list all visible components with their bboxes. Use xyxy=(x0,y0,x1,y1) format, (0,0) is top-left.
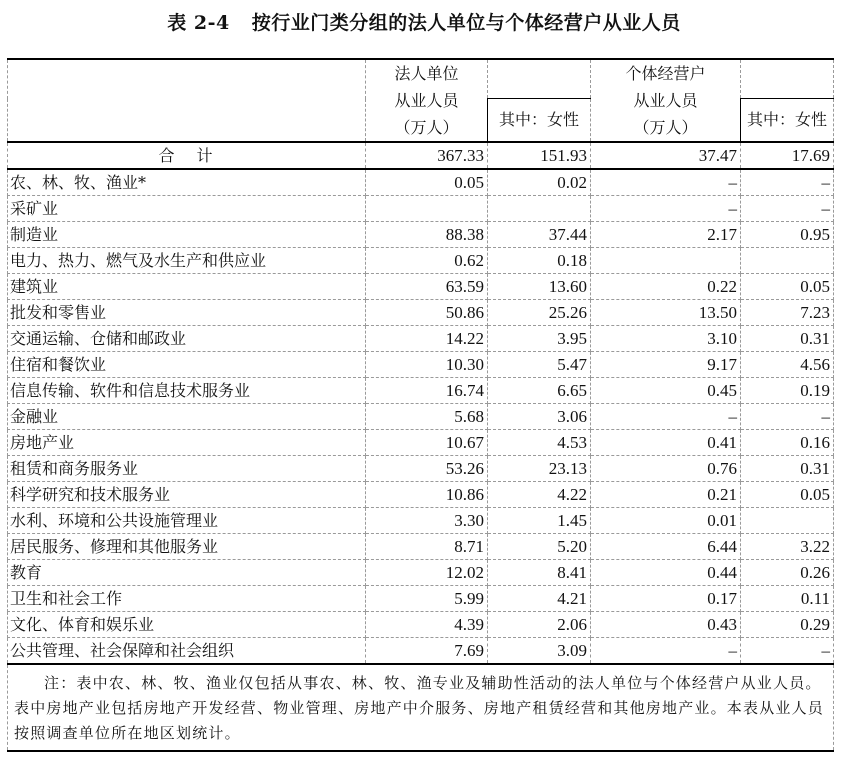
industry-label: 交通运输、仓储和邮政业 xyxy=(8,326,366,352)
cell-legal-female: 5.20 xyxy=(488,534,591,560)
cell-individual: – xyxy=(591,404,741,430)
cell-legal-female: 5.47 xyxy=(488,352,591,378)
cell-individual-female: 7.23 xyxy=(741,300,834,326)
cell-individual-female: 0.29 xyxy=(741,612,834,638)
industry-label: 住宿和餐饮业 xyxy=(8,352,366,378)
industry-label: 文化、体育和娱乐业 xyxy=(8,612,366,638)
cell-legal: 10.30 xyxy=(366,352,488,378)
cell-individual xyxy=(591,248,741,274)
cell-legal-female: 0.18 xyxy=(488,248,591,274)
cell-individual: 0.01 xyxy=(591,508,741,534)
cell-legal-female: 1.45 xyxy=(488,508,591,534)
cell-individual: 3.10 xyxy=(591,326,741,352)
cell-legal: 50.86 xyxy=(366,300,488,326)
cell-individual: 9.17 xyxy=(591,352,741,378)
cell-legal-female: 4.21 xyxy=(488,586,591,612)
cell-individual-female xyxy=(741,508,834,534)
cell-individual-female: 0.26 xyxy=(741,560,834,586)
table-row xyxy=(8,404,834,430)
total-individual-female: 17.69 xyxy=(741,142,834,169)
industry-label: 卫生和社会工作 xyxy=(8,586,366,612)
cell-individual-female: 4.56 xyxy=(741,352,834,378)
cell-legal-female: 37.44 xyxy=(488,222,591,248)
cell-legal-female: 2.06 xyxy=(488,612,591,638)
cell-legal: 88.38 xyxy=(366,222,488,248)
cell-legal: 8.71 xyxy=(366,534,488,560)
table-row xyxy=(8,326,834,352)
cell-legal-female: 4.53 xyxy=(488,430,591,456)
header-individual-female-top xyxy=(741,59,834,99)
cell-individual: 0.76 xyxy=(591,456,741,482)
header-legal-female-top xyxy=(488,59,591,99)
cell-individual-female: 0.11 xyxy=(741,586,834,612)
table-row xyxy=(8,482,834,508)
table-row xyxy=(8,222,834,248)
table-row xyxy=(8,612,834,638)
total-legal-female: 151.93 xyxy=(488,142,591,169)
header-industry xyxy=(8,59,366,142)
cell-individual: 0.41 xyxy=(591,430,741,456)
cell-legal-female: 13.60 xyxy=(488,274,591,300)
header-individual-employees xyxy=(591,59,741,142)
cell-individual-female: – xyxy=(741,638,834,665)
industry-label: 教育 xyxy=(8,560,366,586)
cell-legal-female xyxy=(488,196,591,222)
table-body xyxy=(8,142,834,664)
cell-individual: 0.45 xyxy=(591,378,741,404)
cell-legal xyxy=(366,196,488,222)
cell-individual: 0.22 xyxy=(591,274,741,300)
industry-label: 制造业 xyxy=(8,222,366,248)
total-individual: 37.47 xyxy=(591,142,741,169)
cell-individual: – xyxy=(591,169,741,196)
table-row xyxy=(8,456,834,482)
cell-individual-female xyxy=(741,248,834,274)
table-title-text: 按行业门类分组的法人单位与个体经营户从业人员 xyxy=(251,12,681,34)
industry-label: 公共管理、社会保障和社会组织 xyxy=(8,638,366,665)
cell-legal: 5.68 xyxy=(366,404,488,430)
header-legal-employees xyxy=(366,59,488,142)
cell-legal: 14.22 xyxy=(366,326,488,352)
industry-label: 采矿业 xyxy=(8,196,366,222)
cell-individual-female: 0.31 xyxy=(741,326,834,352)
table-number: 表 2-4 xyxy=(167,12,230,34)
cell-individual-female: 3.22 xyxy=(741,534,834,560)
cell-legal-female: 3.09 xyxy=(488,638,591,665)
cell-legal-female: 0.02 xyxy=(488,169,591,196)
industry-label: 建筑业 xyxy=(8,274,366,300)
table-row xyxy=(8,508,834,534)
industry-label: 金融业 xyxy=(8,404,366,430)
cell-individual: – xyxy=(591,196,741,222)
cell-individual-female: – xyxy=(741,196,834,222)
cell-legal: 7.69 xyxy=(366,638,488,665)
cell-individual: 0.21 xyxy=(591,482,741,508)
table-row xyxy=(8,300,834,326)
cell-individual-female: 0.05 xyxy=(741,482,834,508)
industry-label: 水利、环境和公共设施管理业 xyxy=(8,508,366,534)
table-row xyxy=(8,196,834,222)
table-row xyxy=(8,169,834,196)
cell-legal-female: 8.41 xyxy=(488,560,591,586)
cell-legal: 0.05 xyxy=(366,169,488,196)
industry-label: 批发和零售业 xyxy=(8,300,366,326)
table-row xyxy=(8,638,834,665)
header-legal-female: 其中：女性 xyxy=(488,99,591,143)
cell-legal: 63.59 xyxy=(366,274,488,300)
header-individual-line2: 从业人员 xyxy=(633,91,698,110)
cell-legal: 0.62 xyxy=(366,248,488,274)
table-row xyxy=(8,534,834,560)
total-label: 合计 xyxy=(8,142,366,169)
cell-individual-female: 0.16 xyxy=(741,430,834,456)
cell-legal: 3.30 xyxy=(366,508,488,534)
table-row xyxy=(8,352,834,378)
industry-label: 租赁和商务服务业 xyxy=(8,456,366,482)
table-row xyxy=(8,248,834,274)
industry-label: 房地产业 xyxy=(8,430,366,456)
header-individual-line1: 个体经营户 xyxy=(625,64,706,83)
cell-individual-female: 0.19 xyxy=(741,378,834,404)
cell-individual-female: – xyxy=(741,404,834,430)
header-legal-line1: 法人单位 xyxy=(394,64,459,83)
cell-individual-female: 0.95 xyxy=(741,222,834,248)
table-note: 注：表中农、林、牧、渔业仅包括从事农、林、牧、渔专业及辅助性活动的法人单位与个体经营户从业人员。表中房地产业包括房地产开发经营、物业管理、房地产中介服务、房地产租赁经营和其他房地产业。本表从业人员按照调查单位所在地区划统计。 xyxy=(8,664,834,751)
table-title xyxy=(0,8,848,35)
employment-table xyxy=(7,58,834,752)
cell-individual-female: 0.31 xyxy=(741,456,834,482)
cell-legal: 10.67 xyxy=(366,430,488,456)
table-row xyxy=(8,430,834,456)
cell-legal: 16.74 xyxy=(366,378,488,404)
cell-legal: 5.99 xyxy=(366,586,488,612)
header-legal-line2: 从业人员 xyxy=(394,91,459,110)
header-individual-female: 其中：女性 xyxy=(741,99,834,143)
cell-legal: 53.26 xyxy=(366,456,488,482)
industry-label: 居民服务、修理和其他服务业 xyxy=(8,534,366,560)
cell-legal: 12.02 xyxy=(366,560,488,586)
cell-legal-female: 25.26 xyxy=(488,300,591,326)
cell-individual: 0.44 xyxy=(591,560,741,586)
cell-legal-female: 3.95 xyxy=(488,326,591,352)
cell-individual: 0.17 xyxy=(591,586,741,612)
cell-individual: 6.44 xyxy=(591,534,741,560)
header-individual-line3: （万人） xyxy=(633,118,698,137)
table-row xyxy=(8,560,834,586)
cell-individual: 2.17 xyxy=(591,222,741,248)
cell-legal-female: 3.06 xyxy=(488,404,591,430)
industry-label: 农、林、牧、渔业* xyxy=(8,169,366,196)
industry-label: 电力、热力、燃气及水生产和供应业 xyxy=(8,248,366,274)
cell-legal: 4.39 xyxy=(366,612,488,638)
cell-legal-female: 6.65 xyxy=(488,378,591,404)
total-row xyxy=(8,142,834,169)
cell-individual-female: 0.05 xyxy=(741,274,834,300)
table-row xyxy=(8,274,834,300)
cell-legal-female: 4.22 xyxy=(488,482,591,508)
cell-individual: 0.43 xyxy=(591,612,741,638)
table-row xyxy=(8,378,834,404)
header-legal-line3: （万人） xyxy=(394,118,459,137)
cell-individual-female: – xyxy=(741,169,834,196)
cell-legal-female: 23.13 xyxy=(488,456,591,482)
cell-individual: 13.50 xyxy=(591,300,741,326)
total-legal: 367.33 xyxy=(366,142,488,169)
table-row xyxy=(8,586,834,612)
industry-label: 信息传输、软件和信息技术服务业 xyxy=(8,378,366,404)
cell-individual: – xyxy=(591,638,741,665)
industry-label: 科学研究和技术服务业 xyxy=(8,482,366,508)
cell-legal: 10.86 xyxy=(366,482,488,508)
